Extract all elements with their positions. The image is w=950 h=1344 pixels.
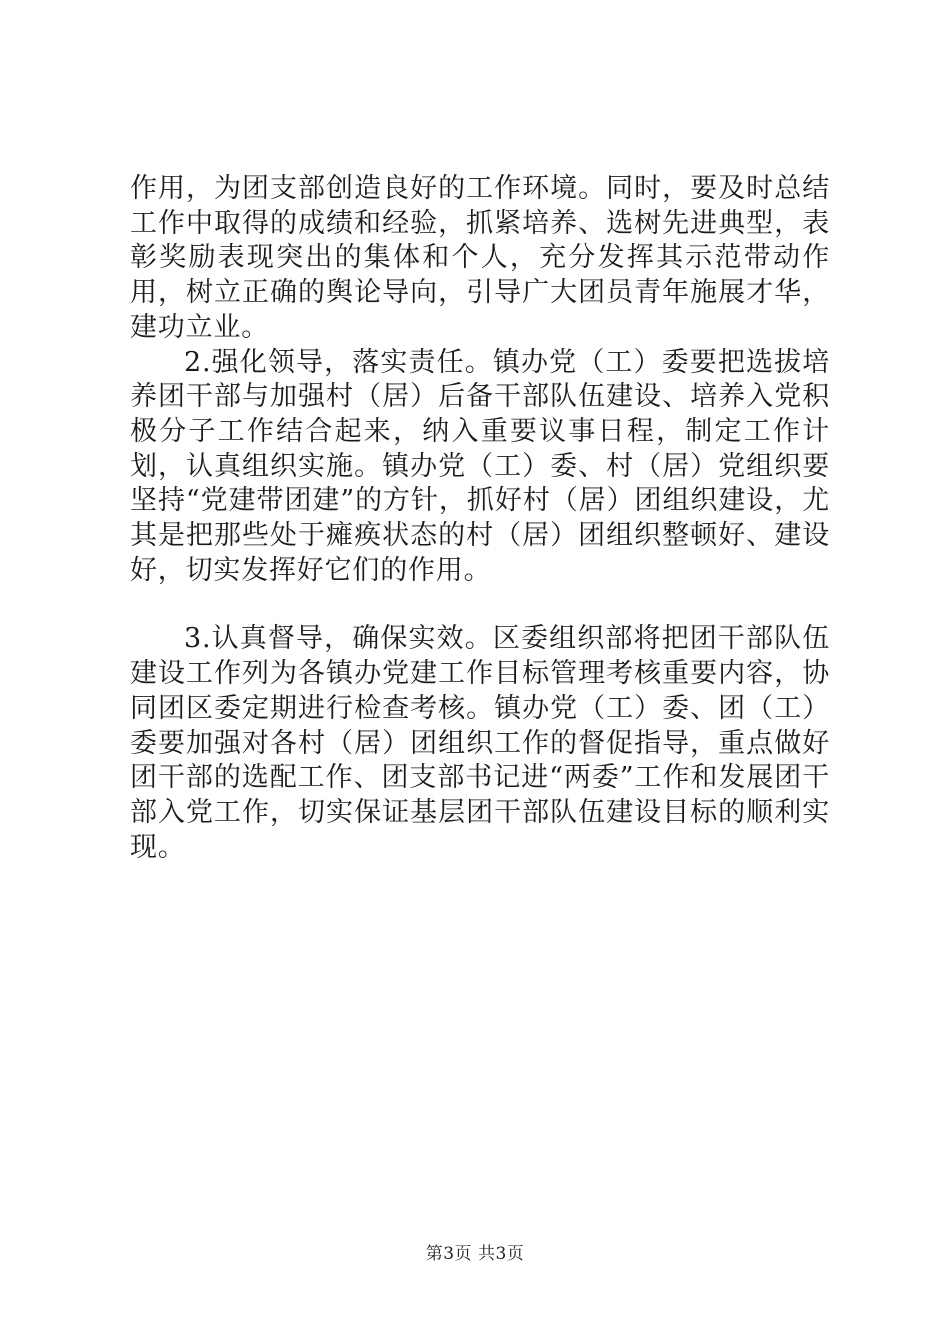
paragraph-section-2: 2.强化领导，落实责任。镇办党（工）委要把选拔培养团干部与加强村（居）后备干部队伍建设、培养入党积极分子工作结合起来，纳入重要议事日程，制定工作计划，认真组织实施。镇办党（工）委、村（居）党组织要坚持“党建带团建”的方针，抓好村（居）团组织建设，尤其是把那些处于瘫痪状态的村（居）团组织整顿好、建设好，切实发挥好它们的作用。 bbox=[130, 346, 830, 586]
page-footer bbox=[0, 1243, 950, 1265]
paragraph-section-3: 3.认真督导，确保实效。区委组织部将把团干部队伍建设工作列为各镇办党建工作目标管理考核重要内容，协同团区委定期进行检查考核。镇办党（工）委、团（工）委要加强对各村（居）团组织工作的督促指导，重点做好团干部的选配工作、团支部书记进“两委”工作和发展团干部入党工作，切实保证基层团干部队伍建设目标的顺利实现。 bbox=[130, 623, 830, 863]
document-body bbox=[130, 172, 830, 865]
paragraph-continuation: 作用，为团支部创造良好的工作环境。同时，要及时总结工作中取得的成绩和经验，抓紧培养、选树先进典型，表彰奖励表现突出的集体和个人，充分发挥其示范带动作用，树立正确的舆论导向，引导广大团员青年施展才华，建功立业。 bbox=[130, 173, 830, 343]
page-number: 第3页 共3页 bbox=[425, 1244, 525, 1264]
